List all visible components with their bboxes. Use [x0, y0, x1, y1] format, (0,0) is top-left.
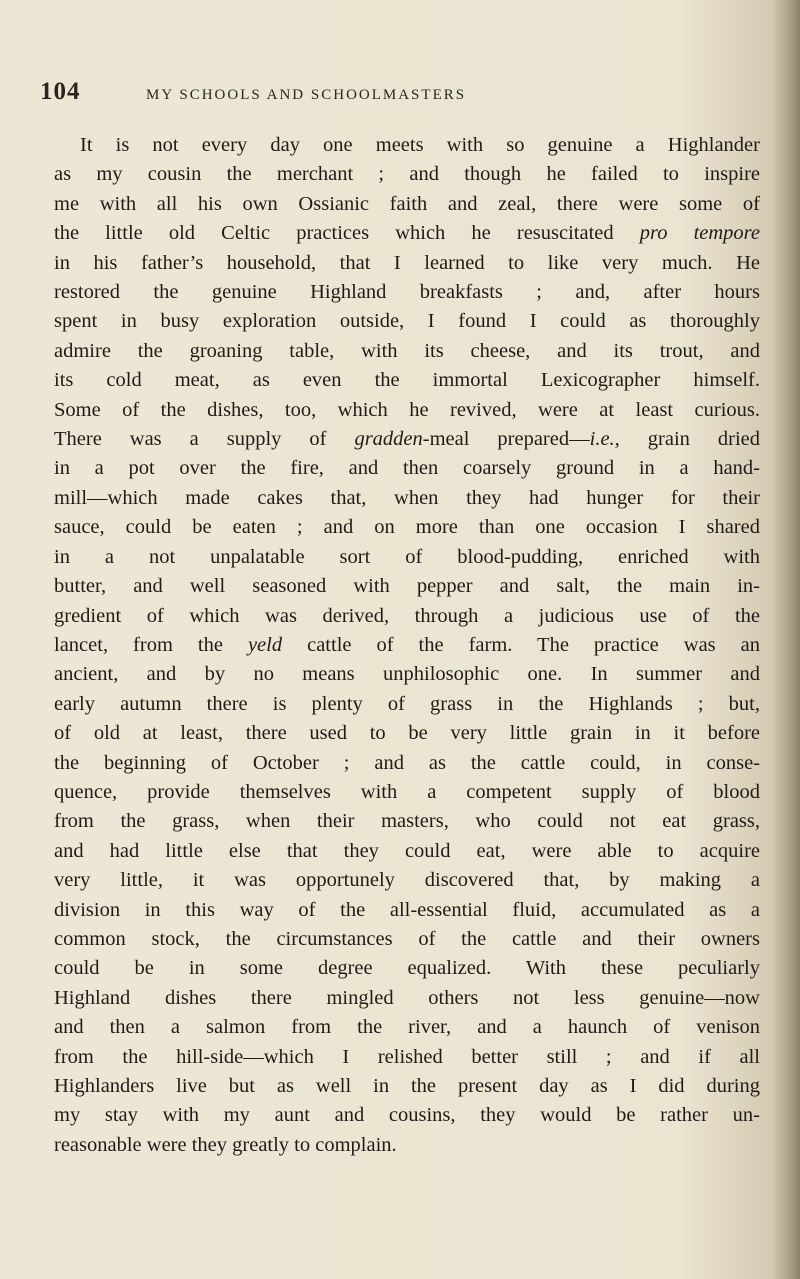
text-line: my stay with my aunt and cousins, they would be rather un- — [54, 1104, 760, 1127]
text-line: the little old Celtic practices which he resuscitated pro tempore — [54, 222, 760, 245]
body-text — [54, 131, 760, 1160]
text-line: Highland dishes there mingled others not less genuine—now — [54, 986, 760, 1009]
text-line: ancient, and by no means unphilosophic one. In summer and — [54, 663, 760, 686]
text-line: quence, provide themselves with a competent supply of blood — [54, 780, 760, 803]
text-line: lancet, from the yeld cattle of the farm. The practice was an — [54, 633, 760, 656]
running-head: MY SCHOOLS AND SCHOOLMASTERS — [146, 87, 467, 103]
text-line: division in this way of the all-essential fluid, accumulated as a — [54, 898, 760, 921]
text-line: common stock, the circumstances of the cattle and their owners — [54, 927, 760, 950]
page-header — [40, 78, 760, 118]
text-line: butter, and well seasoned with pepper and salt, the main in- — [54, 575, 760, 598]
text-line: and then a salmon from the river, and a haunch of venison — [54, 1016, 760, 1039]
text-line: from the hill-side—which I relished better still ; and if all — [54, 1045, 760, 1068]
text-line: restored the genuine Highland breakfasts ; and, after hours — [54, 281, 760, 304]
page-number: 104 — [40, 78, 81, 105]
text-line: in a not unpalatable sort of blood-pudding, enriched with — [54, 545, 760, 568]
text-line: There was a supply of gradden-meal prepared—i.e., grain dried — [54, 428, 760, 451]
text-line: of old at least, there used to be very little grain in it before — [54, 722, 760, 745]
text-line: Some of the dishes, too, which he revived, were at least curious. — [54, 398, 760, 421]
text-line: sauce, could be eaten ; and on more than one occasion I shared — [54, 516, 760, 539]
text-line: early autumn there is plenty of grass in the Highlands ; but, — [54, 692, 760, 715]
text-line: from the grass, when their masters, who could not eat grass, — [54, 810, 760, 833]
text-line: as my cousin the merchant ; and though he failed to inspire — [54, 163, 760, 186]
text-line: admire the groaning table, with its cheese, and its trout, and — [54, 339, 760, 362]
text-line: spent in busy exploration outside, I found I could as thoroughly — [54, 310, 760, 333]
text-line: reasonable were they greatly to complain. — [54, 1133, 397, 1156]
text-line: in a pot over the fire, and then coarsely ground in a hand- — [54, 457, 760, 480]
text-line: the beginning of October ; and as the cattle could, in conse- — [54, 751, 760, 774]
text-line: mill—which made cakes that, when they had hunger for their — [54, 486, 760, 509]
text-line: Highlanders live but as well in the present day as I did during — [54, 1075, 760, 1097]
page-edge-shadow — [772, 0, 800, 1279]
text-line: It is not every day one meets with so genuine a Highlander — [80, 134, 760, 156]
text-line: in his father’s household, that I learned to like very much. He — [54, 251, 760, 274]
text-line: gredient of which was derived, through a judicious use of the — [54, 604, 760, 627]
text-line: its cold meat, as even the immortal Lexicographer himself. — [54, 369, 760, 392]
text-line: could be in some degree equalized. With these peculiarly — [54, 957, 760, 980]
text-line: and had little else that they could eat, were able to acquire — [54, 839, 760, 862]
text-line: very little, it was opportunely discovered that, by making a — [54, 869, 760, 892]
text-line: me with all his own Ossianic faith and zeal, there were some of — [54, 192, 760, 215]
